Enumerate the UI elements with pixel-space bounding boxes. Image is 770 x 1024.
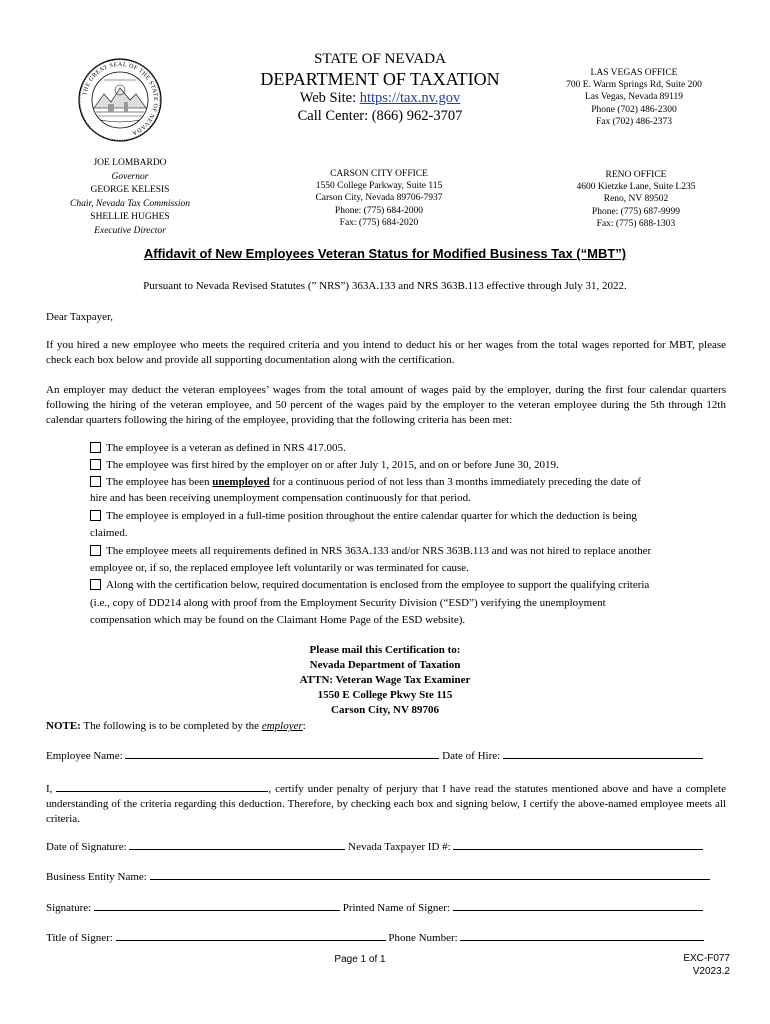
carson-city-office — [283, 168, 475, 229]
criterion-veteran — [90, 440, 726, 456]
checkbox-documentation[interactable] — [90, 579, 101, 590]
state-heading: STATE OF NEVADA — [314, 51, 446, 67]
nevada-state-seal-icon — [78, 58, 162, 142]
taxpayer-id-field[interactable] — [453, 838, 703, 850]
date-of-hire-label: Date of Hire: — [442, 750, 501, 762]
signature-field[interactable] — [94, 899, 340, 911]
website-line — [250, 89, 510, 107]
office-city: Reno, NV 89502 — [603, 194, 669, 205]
title-phone-row — [46, 929, 726, 946]
office-address: 700 E. Warm Springs Rd, Suite 200 — [566, 80, 702, 91]
criterion-text: for a continuous period of not less than 3 months immediately preceding the date of — [269, 476, 641, 488]
director-name: SHELLIE HUGHES — [90, 212, 170, 223]
criterion-full-time — [90, 508, 726, 524]
instructions-paragraph: If you hired a new employee who meets the required criteria and you intend to deduct his or her wages from the total wages reported for MBT, please check each box below and provide all supporting documentation along with the certification. — [46, 339, 726, 366]
mail-line: 1550 E College Pkwy Ste 115 — [317, 689, 453, 701]
mail-line: Please mail this Certification to: — [309, 644, 461, 656]
mail-line: ATTN: Veteran Wage Tax Examiner — [299, 674, 471, 686]
criterion-text: The employee meets all requirements defined in NRS 363A.133 and/or NRS 363B.113 and was not hired to replace another — [106, 545, 652, 557]
title-of-signer-field[interactable] — [116, 929, 386, 941]
criterion-emphasis: unemployed — [212, 476, 270, 488]
form-id-block — [620, 953, 730, 978]
criterion-hire-date — [90, 457, 726, 473]
office-phone: Phone: (775) 684-2000 — [334, 205, 424, 216]
note-end: : — [302, 720, 306, 732]
criterion-documentation-cont2: compensation which may be found on the Claimant Home Page of the ESD website). — [90, 614, 466, 626]
document-title-text: Affidavit of New Employees Veteran Status for Modified Business Tax (“MBT”) — [143, 246, 627, 261]
las-vegas-office — [538, 67, 730, 128]
phone-number-field[interactable] — [460, 929, 704, 941]
office-name: RENO OFFICE — [605, 170, 667, 180]
mail-line: Carson City, NV 89706 — [331, 704, 439, 716]
mailing-address — [200, 643, 570, 718]
pursuant-line: Pursuant to Nevada Revised Statutes (” NRS”) 363A.133 and NRS 363B.113 effective through July 31, 2022. — [143, 280, 627, 292]
certify-prefix: I, — [46, 783, 53, 795]
form-id: EXC-F077 — [683, 953, 730, 964]
criterion-requirements — [90, 543, 726, 559]
criterion-text: The employee is a veteran as defined in NRS 417.005. — [106, 442, 346, 454]
website-link[interactable]: https://tax.nv.gov — [359, 90, 461, 106]
note-text: The following is to be completed by the — [80, 720, 262, 732]
date-of-hire-field[interactable] — [503, 747, 703, 759]
criterion-text: Along with the certification below, required documentation is enclosed from the employee to support the qualifying criteria — [106, 579, 650, 591]
employee-name-label: Employee Name: — [46, 750, 123, 762]
office-phone: Phone: (775) 687-9999 — [591, 206, 681, 217]
date-of-signature-label: Date of Signature: — [46, 841, 127, 853]
business-entity-label: Business Entity Name: — [46, 871, 147, 883]
seal-text: THE GREAT SEAL OF THE STATE OF NEVADA — [82, 61, 159, 136]
certify-text: , certify under penalty of perjury that I have read the statutes mentioned above and have a complete understanding of the criteria regarding this deduction. Therefore, by checking each box and signing below, I certify the above-named employee meets all criteria. — [46, 783, 727, 825]
signature-label: Signature: — [46, 902, 92, 914]
checkbox-full-time[interactable] — [90, 510, 101, 521]
page-number: Page 1 of 1 — [334, 954, 386, 965]
criterion-text: The employee has been — [106, 476, 213, 488]
certification-paragraph — [46, 780, 726, 827]
checkbox-hire-date[interactable] — [90, 459, 101, 470]
note-label: NOTE: — [46, 720, 81, 732]
checkbox-requirements[interactable] — [90, 545, 101, 556]
note-emphasis: employer — [261, 720, 303, 732]
criterion-unemployed-cont: hire and has been receiving unemployment compensation continuously for that period. — [90, 492, 471, 504]
title-of-signer-label: Title of Signer: — [46, 932, 113, 944]
department-heading: DEPARTMENT OF TAXATION — [260, 69, 500, 89]
checkbox-veteran[interactable] — [90, 442, 101, 453]
criterion-full-time-cont: claimed. — [90, 527, 128, 539]
director-title: Executive Director — [94, 225, 166, 236]
employee-name-field[interactable] — [125, 747, 439, 759]
criterion-text: The employee was first hired by the employer on or after July 1, 2015, and on or before June 30, 2019. — [106, 459, 559, 471]
mail-line: Nevada Department of Taxation — [309, 659, 461, 671]
office-phone: Phone (702) 486-2300 — [591, 104, 677, 115]
criterion-text: The employee is employed in a full-time position throughout the entire calendar quarter for which the deduction is being — [106, 510, 637, 522]
salutation: Dear Taxpayer, — [46, 311, 113, 323]
date-of-signature-field[interactable] — [129, 838, 345, 850]
printed-name-label: Printed Name of Signer: — [342, 902, 450, 914]
call-center-line: Call Center: (866) 962-3707 — [297, 108, 463, 124]
criterion-requirements-cont: employee or, if so, the replaced employee left voluntarily or was terminated for cause. — [90, 562, 469, 574]
office-name: LAS VEGAS OFFICE — [590, 68, 678, 78]
governor-name: JOE LOMBARDO — [93, 158, 167, 168]
criterion-documentation — [90, 577, 726, 593]
form-version: V2023.2 — [692, 965, 730, 977]
office-fax: Fax: (775) 684-2020 — [339, 217, 419, 228]
criterion-unemployed — [90, 474, 726, 490]
governor-title: Governor — [111, 171, 149, 182]
employee-row — [46, 747, 726, 764]
document-title — [40, 246, 730, 262]
business-entity-field[interactable] — [150, 868, 710, 880]
office-city: Carson City, Nevada 89706-7937 — [315, 193, 443, 204]
printed-name-field[interactable] — [453, 899, 703, 911]
deduction-paragraph: An employer may deduct the veteran employees’ wages from the total amount of wages paid by the employer, during the first four calendar quarters following the hiring of the veteran employee, and 50 percent of the wages paid by the employer to the veteran employee during the 5th through 12th calendar quarters following the hiring of the employee, providing that the following criteria has been met: — [46, 384, 726, 426]
note-line — [46, 719, 726, 734]
chair-name: GEORGE KELESIS — [90, 185, 170, 196]
office-fax: Fax: (775) 688-1303 — [596, 218, 676, 229]
reno-office — [540, 169, 732, 230]
phone-number-label: Phone Number: — [388, 932, 458, 944]
website-label: Web Site: — [299, 90, 360, 106]
staff-block — [50, 157, 210, 239]
chair-title: Chair, Nevada Tax Commission — [70, 198, 190, 209]
taxpayer-id-label: Nevada Taxpayer ID #: — [348, 841, 451, 853]
business-entity-row — [46, 868, 726, 885]
office-name: CARSON CITY OFFICE — [330, 169, 428, 179]
office-address: 4600 Kietzke Lane, Suite L235 — [576, 182, 696, 193]
certifier-name-field[interactable] — [56, 780, 268, 792]
office-city: Las Vegas, Nevada 89119 — [584, 92, 684, 103]
signature-date-row — [46, 838, 726, 855]
signature-row — [46, 899, 726, 916]
office-fax: Fax (702) 486-2373 — [596, 116, 672, 127]
criterion-documentation-cont1: (i.e., copy of DD214 along with proof from the Employment Security Division (“ESD”) verifying the unemployment — [90, 597, 606, 609]
checkbox-unemployed[interactable] — [90, 476, 101, 487]
office-address: 1550 College Parkway, Suite 115 — [315, 181, 443, 192]
